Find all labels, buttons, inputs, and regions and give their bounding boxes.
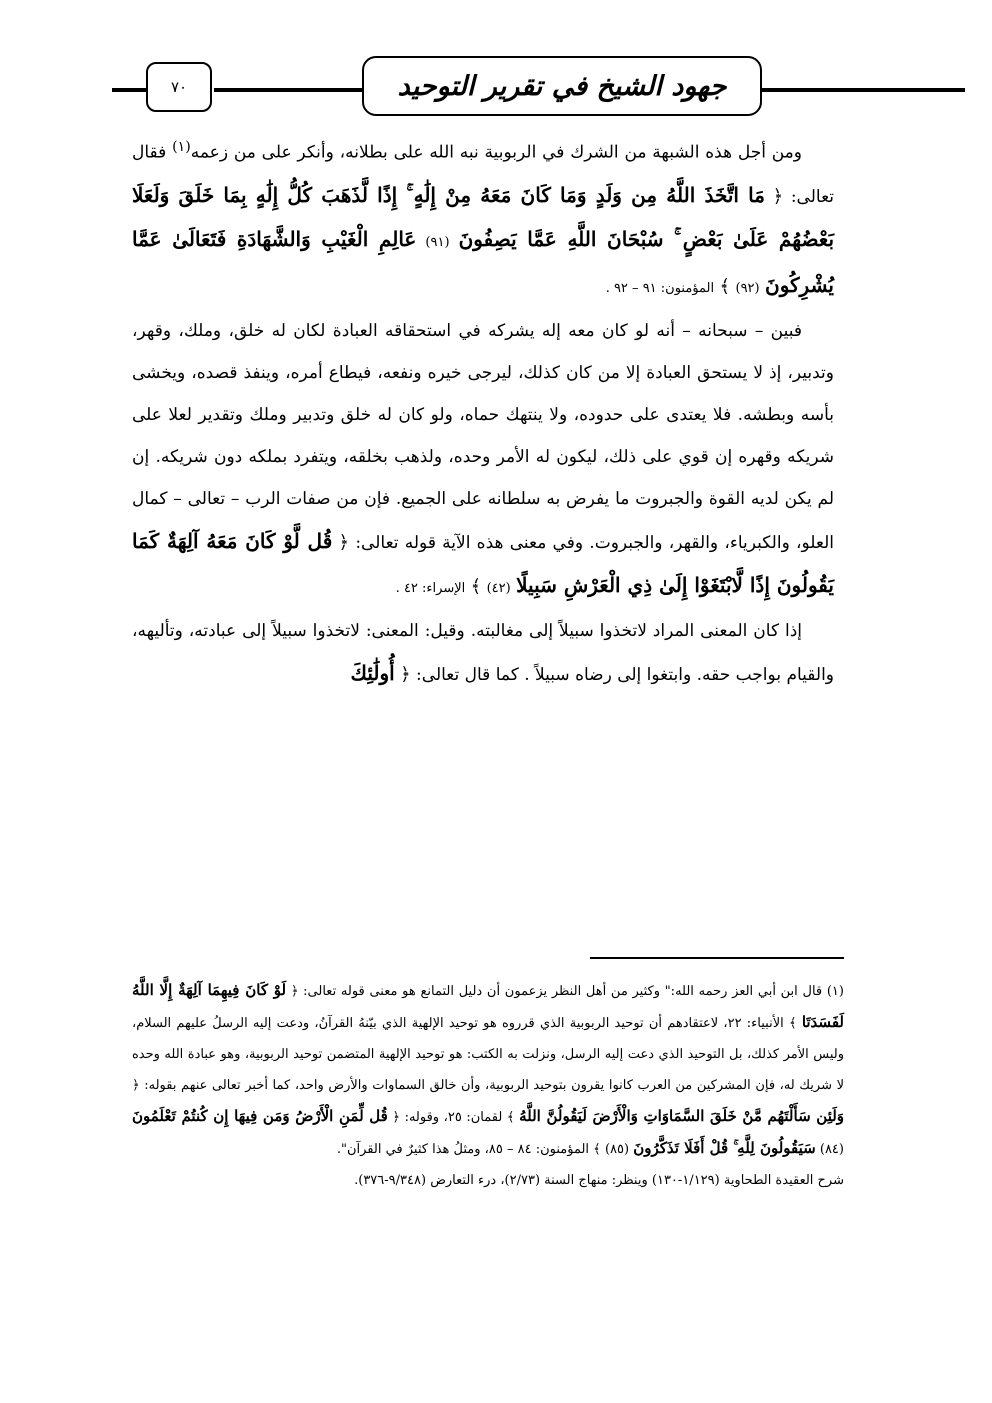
paragraph-1 [132,126,834,310]
quran-verse: قُل لِّمَنِ الْأَرْضُ وَمَن فِيهَا إِن كُنتُمْ تَعْلَمُونَ [132,1107,388,1125]
paragraph-2 [132,310,834,610]
main-text [132,126,834,696]
page-title: جهود الشيخ في تقرير التوحيد [362,56,762,116]
verse-reference: المؤمنون: ٩١ – ٩٢ . [605,280,715,296]
ornate-bracket-open: ﴿ [338,531,350,553]
ornate-bracket-close: ﴾ [788,1016,797,1031]
ornate-bracket-open: ﴿ [132,1078,140,1093]
quran-verse: مَا اتَّخَذَ اللَّهُ مِن وَلَدٍ وَمَا كَانَ مَعَهُ مِنْ إِلَٰهٍ ۚ إِذًا لَّذَهَبَ كُلُّ إِلَٰهٍ بِمَا خَلَقَ وَلَعَلَا بَعْضُهُمْ عَلَىٰ بَعْضٍ ۚ سُبْحَانَ اللَّهِ عَمَّا يَصِفُونَ [132,182,835,251]
footnote-separator [590,957,844,959]
paragraph-1-intro: فقال تعالى: [132,142,835,207]
page-number: ٧٠ [146,62,212,112]
ornate-bracket-open: ﴿ [772,185,784,207]
verse-reference: الأنبياء: ٢٢، [723,1016,784,1031]
paragraph-1-text: ومن أجل هذه الشبهة من الشرك في الربوبية نبه الله على بطلانه، وأنكر على من زعمه [190,142,802,163]
header-rule-middle [214,88,364,92]
ayah-number: (٨٤) [819,1142,844,1157]
paragraph-3 [132,610,834,696]
ornate-bracket-open: ﴿ [392,1110,400,1125]
footnote-source: شرح العقيدة الطحاوية (١/١٢٩-١٣٠) وينظر: منهاج السنة (٢/٧٣)، درء التعارض (٩/٣٤٨-٣٧٦). [354,1173,844,1188]
ornate-bracket-open: ﴿ [400,663,411,685]
footnote-text: قال ابن أبي العز رحمه الله:" وكثير من أهل النظر يزعمون أن دليل التمانع هو معنى قوله تعالى: [303,984,823,999]
footnote-text: لاعتقادهم أن توحيد الربوبية الذي قرروه هو توحيد الإلهية الذي بيّنهُ القرآنُ، ودعت إليه الرسلُ عليهم السلام، وليس الأمر كذلك، بل التوحيد الذي دعت إليه الرسل، ونزلت به الكتب: هو توحيد الإلهية المتضمن توحيد الربوبية، وهو عبادة الله وحده لا شريك له، فإن المشركين من العرب كانوا يقرون بتوحيد الربوبية، وأن خالق السماوات والأرض واحد، كما أخبر تعالى عنهم بقوله: [132,1016,845,1093]
quran-verse: قُل لَّوْ كَانَ مَعَهُ آلِهَةٌ كَمَا يَقُولُونَ إِذًا لَّابْتَغَوْا إِلَىٰ ذِي الْعَرْشِ سَبِيلًا [132,528,834,597]
footnote-number: (١) [826,984,844,999]
ayah-number: (٨٥) [604,1142,630,1157]
ayah-number: (٩١) [425,234,450,250]
quran-verse: لَوْ كَانَ فِيهِمَا آلِهَةٌ إِلَّا اللَّهُ لَفَسَدَتَا [132,981,844,1031]
paragraph-2-text: فبين – سبحانه – أنه لو كان معه إله يشركه في استحقاقه العبادة لكان له خلق، وملك، وقهر، وتدبير، إذ لا يستحق العبادة إلا من كان كذلك، ليرجى خيره ونفعه، فيطاع أمره، وينفذ قصده، ويخشى بأسه وبطشه. فلا يعتدى على حدوده، ولا ينتهك حماه، ولو كان له خلق وتدبير وملك وتقدير لعلا على شريكه وقهره إن قوي على ذلك، ليكون له الأمر وحده، ولذهب بخلقه، ويتفرد بملكه دون شريكه. إن لم يكن لديه القوة والجبروت ما يفرض به سلطانه على الجميع. فإن من صفات الرب – تعالى – كمال العلو، والكبرياء، والقهر، والجبروت. وفي معنى هذه الآية قوله تعالى: [132,320,835,553]
ayah-number: (٩٢) [735,280,760,296]
ornate-bracket-close: ﴾ [719,275,731,297]
header-rule-right [760,88,965,92]
footnote-1 [132,975,844,1165]
verse-reference: لقمان: ٢٥، [443,1110,503,1125]
footnote-text: وقوله: [404,1110,440,1125]
paragraph-3-text: إذا كان المعنى المراد لاتخذوا سبيلاً إلى مغالبته. وقيل: المعنى: لاتخذوا سبيلاً إلى عبادته، وتأليهه، والقيام بواجب حقه. وابتغوا إلى رضاه سبيلاً . كما قال تعالى: [132,620,834,685]
quran-verse: أُولَٰئِكَ [350,660,395,685]
quran-verse: وَلَئِن سَأَلْتَهُم مَّنْ خَلَقَ السَّمَاوَاتِ وَالْأَرْضَ لَيَقُولُنَّ اللَّهُ [519,1107,845,1125]
ayah-number: (٤٢) [486,580,511,596]
verse-reference: الإسراء: ٤٢ . [395,580,466,596]
footnotes [132,975,844,1196]
verse-reference: المؤمنون: ٨٤ – ٨٥، ومثلُ هذا كثيرٌ في القرآن". [336,1142,590,1157]
ornate-bracket-close: ﴾ [593,1142,601,1157]
ornate-bracket-open: ﴿ [290,984,299,999]
header-rule-left [112,88,150,92]
quran-verse: سَيَقُولُونَ لِلَّهِ ۚ قُلْ أَفَلَا تَذَكَّرُونَ [633,1139,816,1157]
quran-verse: عَالِمِ الْغَيْبِ وَالشَّهَادَةِ فَتَعَالَىٰ عَمَّا يُشْرِكُونَ [132,226,834,297]
ornate-bracket-close: ﴾ [470,575,482,597]
ornate-bracket-close: ﴾ [506,1110,515,1125]
footnote-marker: (١) [172,139,191,155]
